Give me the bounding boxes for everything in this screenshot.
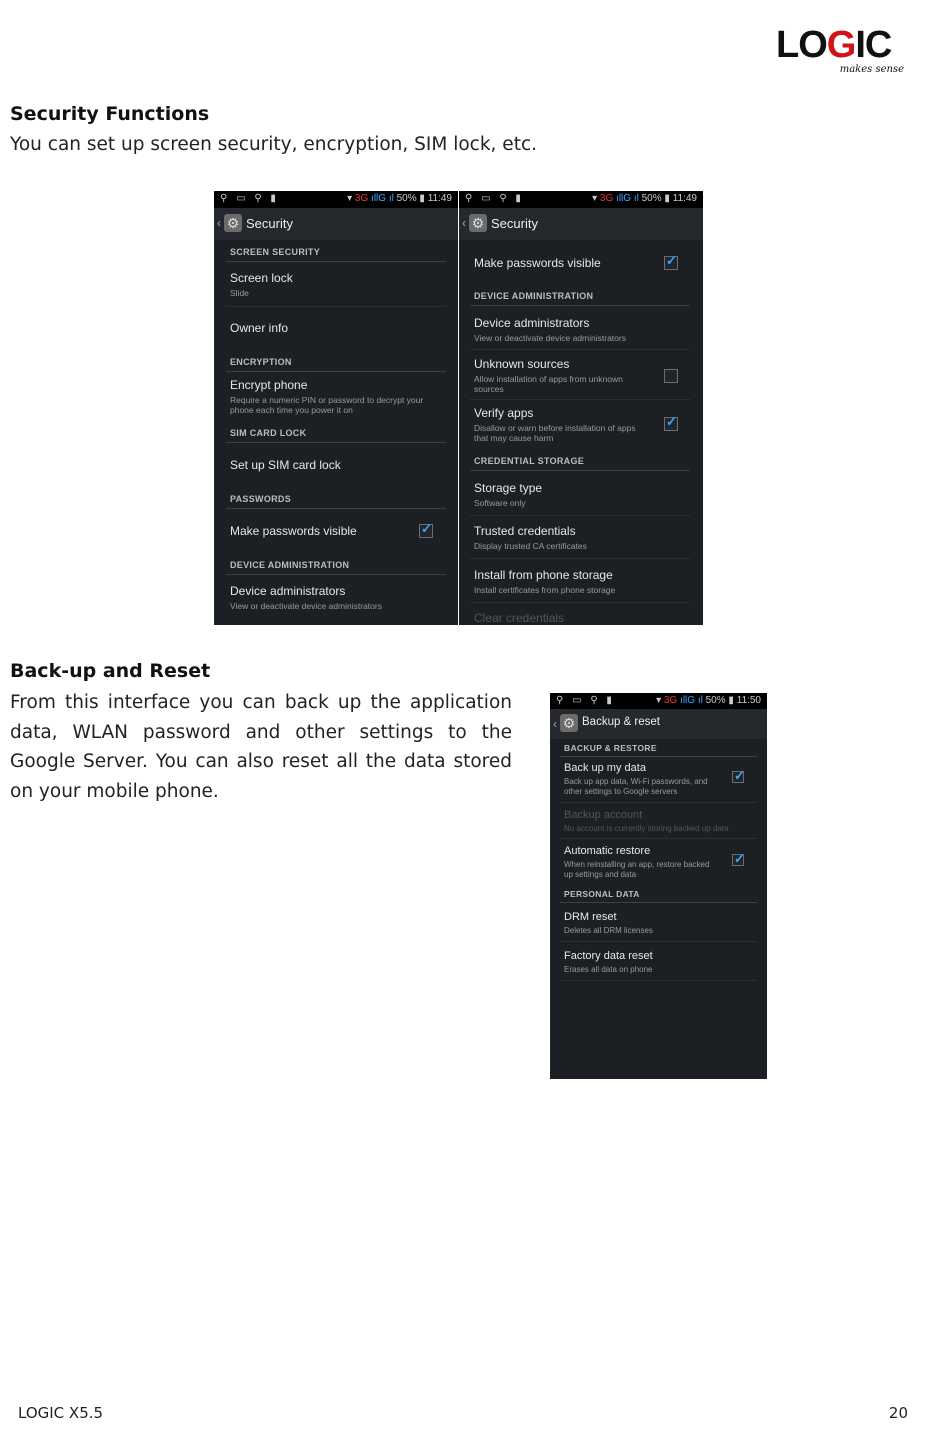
section-header: CREDENTIAL STORAGE (474, 456, 585, 466)
backup-data-checkbox[interactable] (732, 771, 744, 783)
drm-reset-item[interactable]: DRM reset (564, 911, 617, 923)
automatic-restore-checkbox[interactable] (732, 854, 744, 866)
section-header: PASSWORDS (230, 494, 292, 504)
passwords-visible-checkbox[interactable] (664, 256, 678, 270)
device-administrators-item[interactable]: Device administrators (474, 316, 590, 330)
brand-logo (776, 24, 908, 80)
logo-tagline: makes sense (839, 64, 904, 75)
status-bar: ⚲ ▭ ⚲ ▮ ▾ 3G ıllG ıl 50% ▮ 11:49 (214, 191, 458, 208)
make-passwords-visible-item[interactable]: Make passwords visible (230, 524, 357, 538)
sim-lock-item[interactable]: Set up SIM card lock (230, 458, 341, 472)
verify-apps-checkbox[interactable] (664, 417, 678, 431)
battery-icon: ▮ (419, 193, 425, 204)
backup-account-item: Backup account (564, 809, 643, 821)
install-from-storage-item[interactable]: Install from phone storage (474, 568, 613, 582)
automatic-restore-item[interactable]: Automatic restore (564, 845, 651, 857)
back-chevron-icon[interactable]: ‹ (217, 216, 221, 230)
factory-data-reset-item[interactable]: Factory data reset (564, 950, 653, 962)
action-bar (214, 208, 458, 240)
logo-wordmark: LOGIC (776, 24, 892, 66)
section-header: BACKUP & RESTORE (564, 743, 657, 753)
owner-info-item[interactable]: Owner info (230, 321, 289, 335)
section-body-security: You can set up screen security, encryption, SIM lock, etc. (10, 134, 537, 155)
battery-icon: ▮ (728, 695, 734, 706)
section-header: ENCRYPTION (230, 357, 292, 367)
footer-model: LOGIC X5.5 (18, 1404, 104, 1422)
status-bar: ⚲ ▭ ⚲ ▮ ▾ 3G ıllG ıl 50% ▮ 11:49 (459, 191, 703, 208)
settings-gear-icon: ⚙ (560, 714, 578, 732)
screen-lock-item[interactable]: Screen lock (230, 271, 293, 285)
section-body-backup: From this interface you can back up the application data, WLAN password and other settings to the Google Server. You can also reset all the data stored on your mobile phone. (10, 692, 512, 802)
storage-type-item[interactable]: Storage type (474, 481, 543, 495)
wifi-icon: ▾ (592, 193, 598, 204)
security-screen-1: ⚲ ▭ ⚲ ▮ ▾ 3G ıllG ıl 50% ▮ 11:49 ‹ ⚙ Security SCREEN SECURITY Screen lock Slide Owner info ENCRYPTION Encrypt phone Require a numeric PIN or password to decrypt your phone each time you power it on SIM CARD LOCK Set up SIM card lock PASSWORDS Make passwords visible ✓ DEVICE ADMINISTRATION Device administrators View or deactivate device administrators (214, 191, 458, 625)
unknown-sources-item[interactable]: Unknown sources (474, 357, 570, 371)
device-administrators-item[interactable]: Device administrators (230, 584, 346, 598)
screen-title: Security (246, 216, 293, 231)
unknown-sources-checkbox[interactable] (664, 369, 678, 383)
passwords-visible-checkbox[interactable] (419, 524, 433, 538)
battery-icon: ▮ (664, 193, 670, 204)
settings-gear-icon: ⚙ (224, 214, 242, 232)
back-up-my-data-item[interactable]: Back up my data (564, 762, 646, 774)
section-header: DEVICE ADMINISTRATION (230, 560, 350, 570)
clear-credentials-item: Clear credentials (474, 611, 565, 625)
wifi-icon: ▾ (347, 193, 353, 204)
screen-title: Backup & reset (582, 716, 660, 728)
status-bar: ⚲ ▭ ⚲ ▮ ▾ 3G ıllG ıl 50% ▮ 11:50 (550, 693, 767, 709)
wifi-icon: ▾ (656, 695, 662, 706)
encrypt-phone-item[interactable]: Encrypt phone (230, 378, 308, 392)
action-bar (550, 709, 767, 739)
section-header: SIM CARD LOCK (230, 428, 307, 438)
backup-reset-screen: ⚲ ▭ ⚲ ▮ ▾ 3G ıllG ıl 50% ▮ 11:50 ‹ ⚙ Backup & reset BACKUP & RESTORE Back up my data Back up app data, Wi-Fi passwords, and other settings to Google servers ✓ Backup account No account is currently storing backed up data Automatic restore When reinstalling an app, restore backed up settings and data ✓ PERSONAL DATA DRM reset Deletes all DRM licenses Factory data reset Erases all data on phone (550, 693, 767, 1079)
page-number: 20 (888, 1404, 908, 1422)
screen-title: Security (491, 216, 538, 231)
action-bar (459, 208, 703, 240)
settings-gear-icon: ⚙ (469, 214, 487, 232)
section-header: DEVICE ADMINISTRATION (474, 291, 594, 301)
back-chevron-icon[interactable]: ‹ (462, 216, 466, 230)
back-chevron-icon[interactable]: ‹ (553, 717, 557, 731)
section-header: PERSONAL DATA (564, 889, 640, 899)
section-title-security: Security Functions (10, 103, 210, 125)
section-header: SCREEN SECURITY (230, 247, 321, 257)
trusted-credentials-item[interactable]: Trusted credentials (474, 524, 576, 538)
security-screen-2: ⚲ ▭ ⚲ ▮ ▾ 3G ıllG ıl 50% ▮ 11:49 ‹ ⚙ Security Make passwords visible ✓ DEVICE ADMINISTRATION Device administrators View or deactivate device administrators Unknown sources Allow installation of apps from unknown sources Verify apps Disallow or warn before installation of apps that may cause harm ✓ CREDENTIAL STORAGE Storage type Software only Trusted credentials Display trusted CA certificates Install from phone storage Install certificates from phone storage Clear credentials (459, 191, 703, 625)
make-passwords-visible-item[interactable]: Make passwords visible (474, 256, 601, 270)
verify-apps-item[interactable]: Verify apps (474, 406, 534, 420)
section-title-backup: Back-up and Reset (10, 660, 211, 682)
